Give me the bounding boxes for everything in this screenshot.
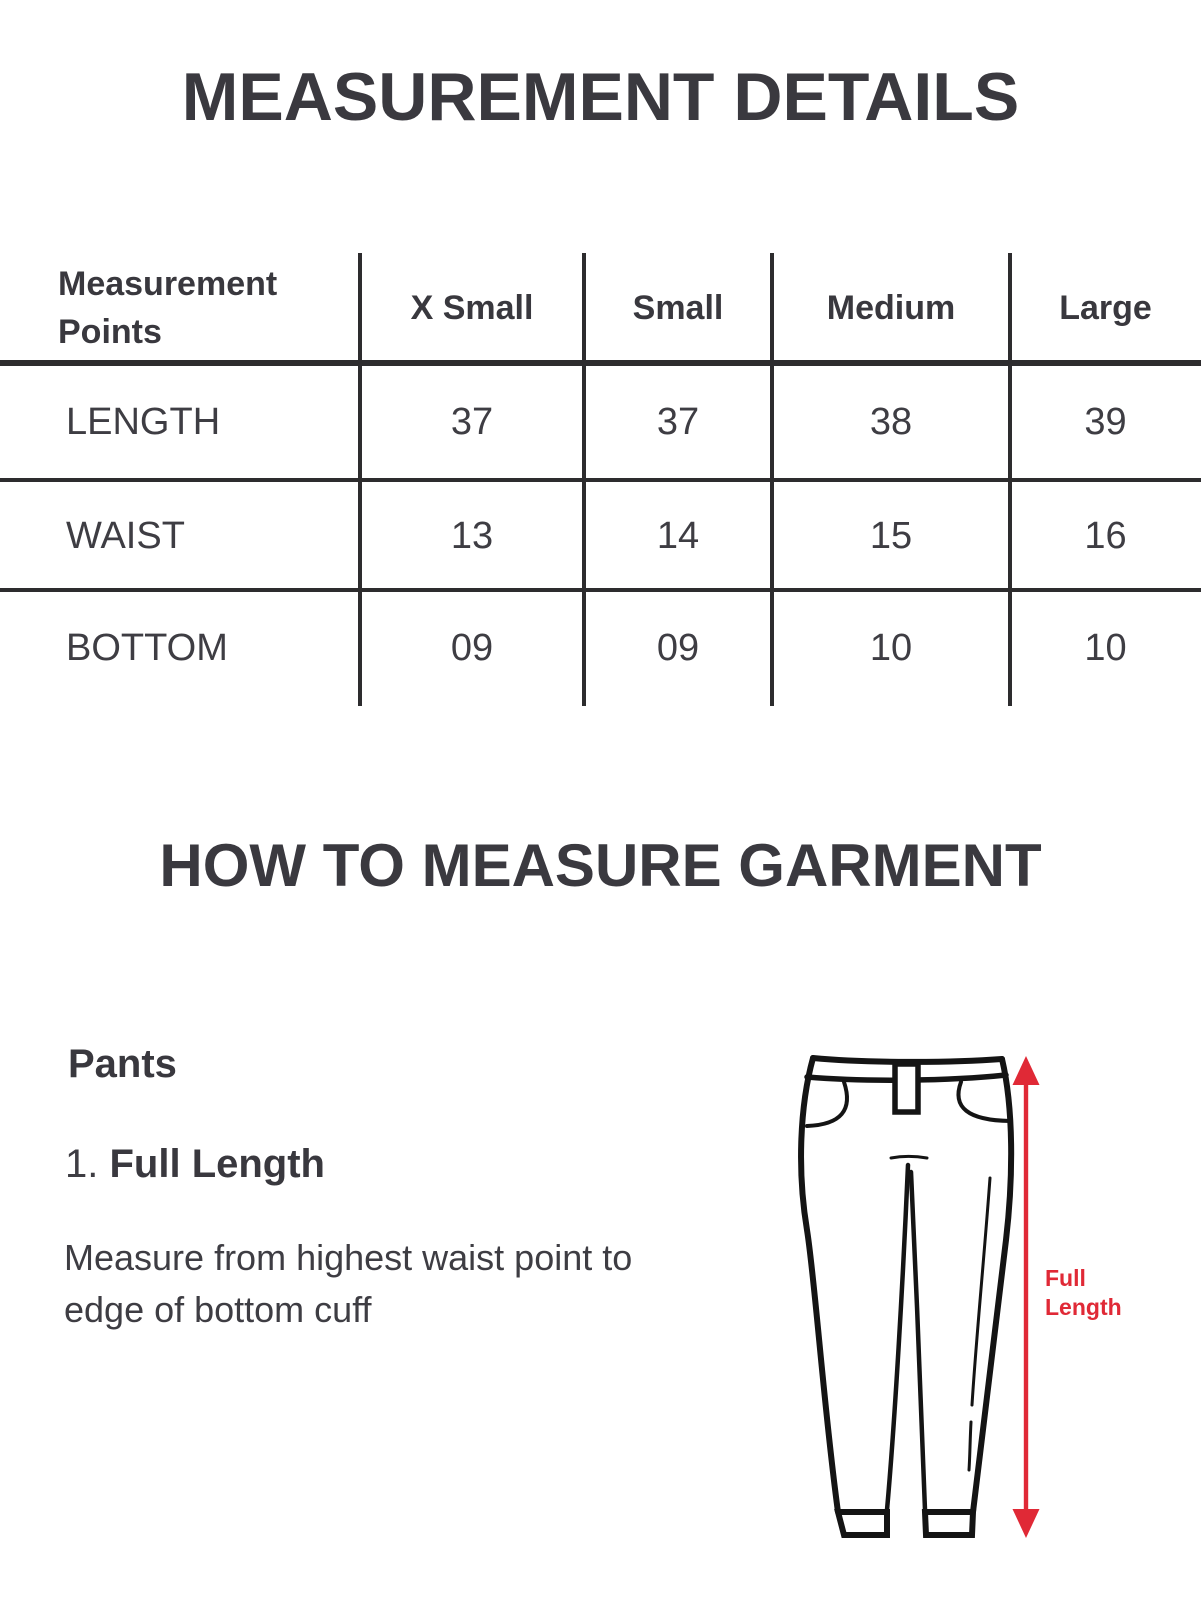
cell-length-small: 37 [656,400,700,443]
step-title [65,1141,325,1187]
arrow-head-up-icon [1013,1056,1040,1085]
pants-diagram [780,1030,1200,1560]
cell-bottom-xsmall: 09 [450,627,494,669]
table-header-size-xsmall: X Small [410,288,534,327]
crotch-line [891,1157,927,1159]
cell-waist-large: 16 [1084,514,1127,557]
cell-waist-medium: 15 [869,514,913,557]
table-header-measurement-points [0,253,360,363]
table-header-size-large: Large [1059,288,1152,327]
garment-type-label: Pants [68,1042,177,1086]
right-pocket [958,1082,1010,1121]
table-row-divider [0,478,1201,482]
cell-length-large: 39 [1084,400,1127,443]
step-number: 1. [65,1142,99,1186]
row-label-bottom: BOTTOM [66,627,228,669]
cell-length-xsmall: 37 [450,400,494,443]
right-cuff [925,1512,973,1535]
arrow-shaft [1024,1082,1028,1511]
cell-waist-small: 14 [656,514,700,557]
left-cuff [838,1512,887,1535]
table-header-size-small: Small [632,288,724,327]
step-description-line: edge of bottom cuff [64,1289,372,1330]
size-chart-table [0,253,1201,706]
cell-bottom-medium: 10 [869,627,913,669]
row-label-waist: WAIST [66,514,185,557]
measurement-points-label: Measurement Points [58,265,278,351]
how-to-measure-title: HOW TO MEASURE GARMENT [159,832,1042,899]
right-inner-seam [911,1172,925,1510]
right-outer-seam [973,1059,1011,1512]
left-inner-seam [887,1165,908,1510]
cell-bottom-small: 09 [656,627,700,669]
row-label-length: LENGTH [66,400,221,443]
full-length-arrow-label: Full Length [1045,1265,1122,1320]
belt-loop [895,1064,918,1112]
table-header-size-medium: Medium [826,288,956,327]
arrow-head-down-icon [1013,1509,1040,1538]
page-title: MEASUREMENT DETAILS [181,59,1020,135]
cell-waist-xsmall: 13 [450,514,494,557]
step-description-line: Measure from highest waist point to [64,1237,633,1278]
full-length-arrow [1013,1056,1040,1538]
left-pocket [807,1082,847,1126]
table-row-divider [0,588,1201,592]
step-description [64,1232,764,1336]
cell-bottom-large: 10 [1084,627,1127,669]
cell-length-medium: 38 [869,400,913,443]
right-leg-crease [969,1422,971,1470]
table-header-divider [0,360,1201,366]
pants-outline [801,1058,1011,1535]
step-name: Full Length [109,1142,325,1186]
